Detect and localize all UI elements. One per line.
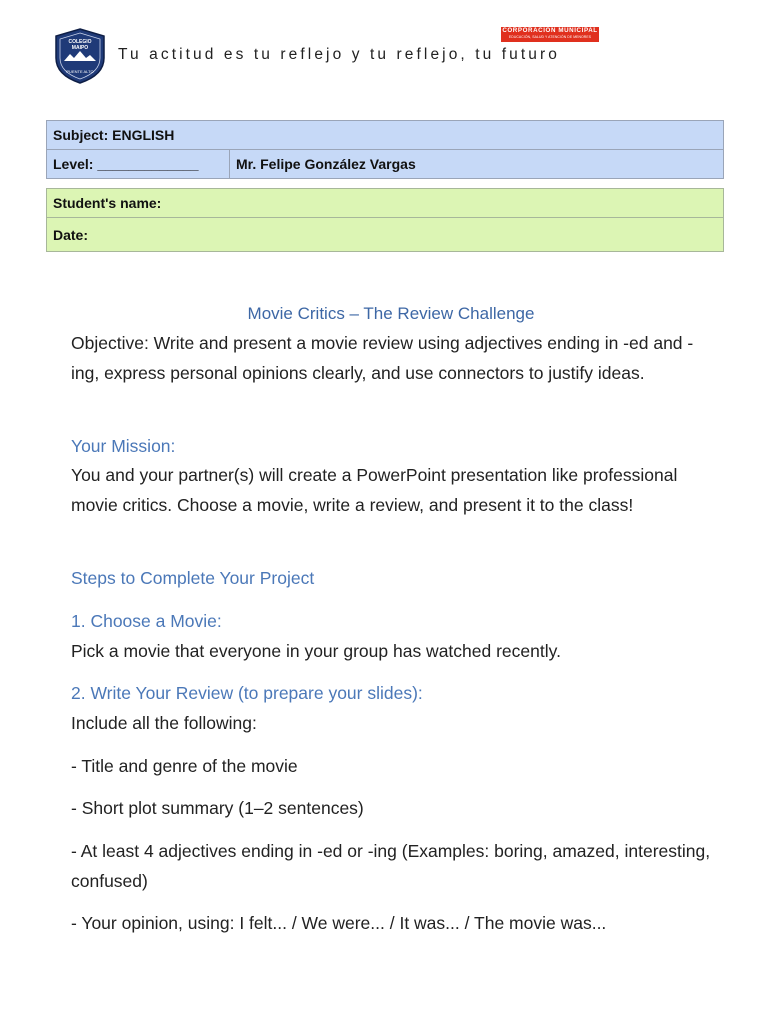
- svg-text:MAIPO: MAIPO: [71, 45, 89, 51]
- svg-text:PUENTE ALTO: PUENTE ALTO: [66, 69, 94, 74]
- mission-heading: Your Mission:: [71, 436, 176, 456]
- list-item: - Your opinion, using: I felt... / We were... / It was... / The movie was...: [71, 913, 607, 933]
- step2-intro: Include all the following:: [71, 713, 257, 733]
- step1-text: Pick a movie that everyone in your group has watched recently.: [71, 641, 561, 661]
- page-header: [0, 0, 768, 100]
- student-name-field[interactable]: Student's name:: [47, 189, 724, 218]
- list-item: - Short plot summary (1–2 sentences): [71, 798, 364, 818]
- school-motto: Tu actitud es tu reflejo y tu reflejo, tu futuro: [118, 46, 561, 63]
- step2-heading: 2. Write Your Review (to prepare your slides):: [71, 683, 423, 703]
- objective-paragraph: Objective: Write and present a movie review using adjectives ending in -ed and -ing, express personal opinions clearly, and use connectors to justify ideas.: [71, 333, 694, 383]
- mission-paragraph: You and your partner(s) will create a PowerPoint presentation like professional movie critics. Choose a movie, write a review, and present it to the class!: [71, 465, 678, 515]
- svg-text:COLEGIO: COLEGIO: [68, 39, 92, 45]
- student-info-table: [46, 188, 724, 252]
- corp-logo-line1: CORPORACIÓN MUNICIPAL: [502, 27, 598, 34]
- corp-logo-line2: EDUCACIÓN, SALUD Y ATENCIÓN DE MENORES: [508, 35, 592, 39]
- document-title: Movie Critics – The Review Challenge: [247, 304, 535, 323]
- school-crest-logo: [54, 28, 106, 84]
- steps-heading: Steps to Complete Your Project: [71, 568, 315, 588]
- subject-info-table: [46, 120, 724, 179]
- corporacion-logo: [501, 27, 599, 42]
- level-cell: Level: _____________: [47, 150, 230, 179]
- subject-cell: Subject: ENGLISH: [47, 121, 724, 150]
- list-item: - Title and genre of the movie: [71, 756, 298, 776]
- teacher-cell: Mr. Felipe González Vargas: [230, 150, 724, 179]
- step1-heading: 1. Choose a Movie:: [71, 611, 222, 631]
- list-item: - At least 4 adjectives ending in -ed or -ing (Examples: boring, amazed, interesting, confused): [71, 841, 711, 891]
- date-field[interactable]: Date:: [47, 218, 724, 252]
